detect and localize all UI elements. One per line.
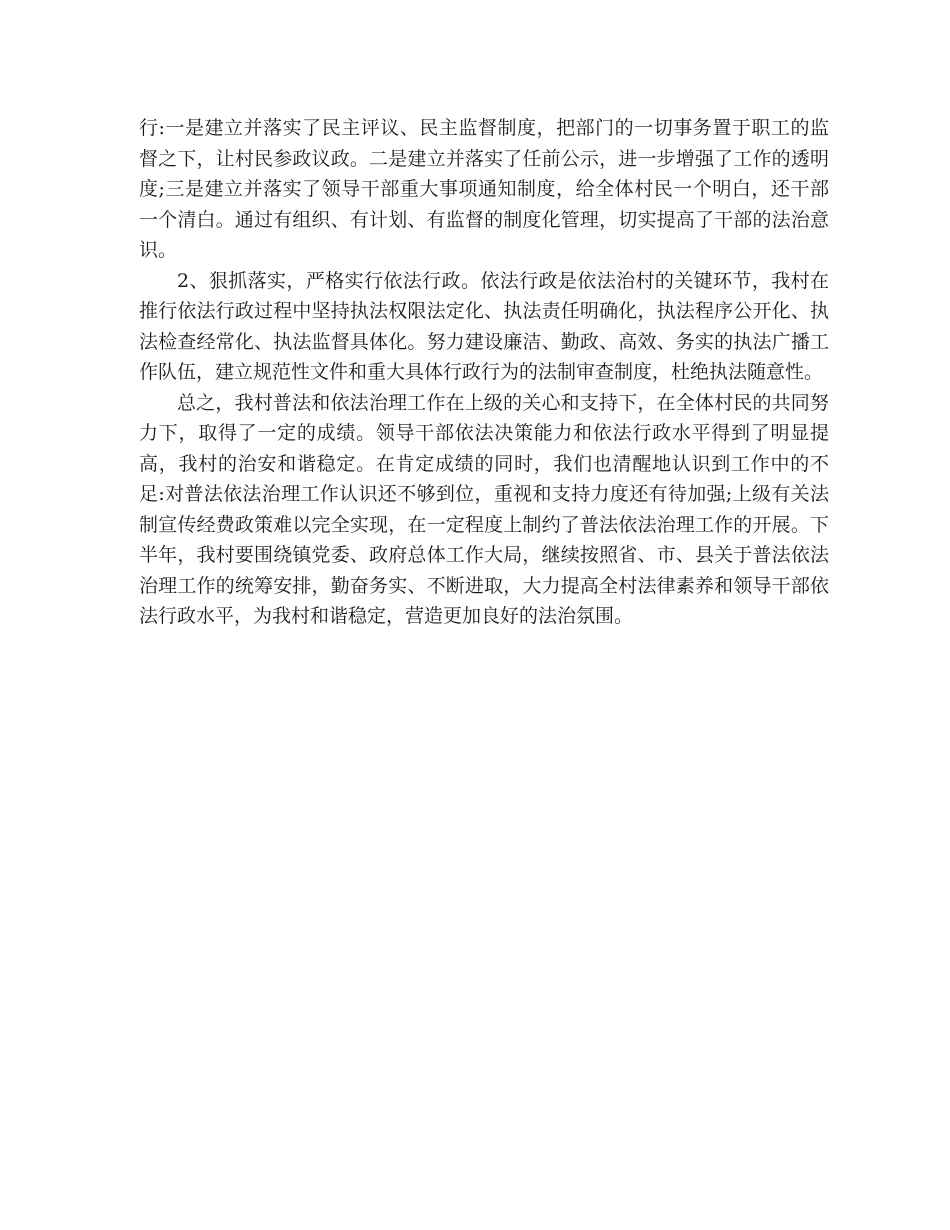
paragraph-continuation: 行:一是建立并落实了民主评议、民主监督制度，把部门的一切事务置于职工的监督之下，让村民参政议政。二是建立并落实了任前公示，进一步增强了工作的透明度;三是建立并落实了领导干部重大事项通知制度，给全体村民一个明白，还干部一个清白。通过有组织、有计划、有监督的制度化管理，切实提高了干部的法治意识。 [139, 117, 829, 261]
paragraph-item-2: 2、狠抓落实，严格实行依法行政。依法行政是依法治村的关键环节，我村在推行依法行政过程中坚持执法权限法定化、执法责任明确化，执法程序公开化、执法检查经常化、执法监督具体化。努力建设廉洁、勤政、高效、务实的执法广播工作队伍，建立规范性文件和重大具体行政行为的法制审查制度，杜绝执法随意性。 [139, 269, 829, 383]
paragraph-summary: 总之，我村普法和依法治理工作在上级的关心和支持下，在全体村民的共同努力下，取得了一定的成绩。领导干部依法决策能力和依法行政水平得到了明显提高，我村的治安和谐稳定。在肯定成绩的同时，我们也清醒地认识到工作中的不足:对普法依法治理工作认识还不够到位，重视和支持力度还有待加强;上级有关法制宣传经费政策难以完全实现，在一定程度上制约了普法依法治理工作的开展。下半年，我村要围绕镇党委、政府总体工作大局，继续按照省、市、县关于普法依法治理工作的统筹安排，勤奋务实、不断进取，大力提高全村法律素养和领导干部依法行政水平，为我村和谐稳定，营造更加良好的法治氛围。 [139, 391, 829, 627]
document-body [139, 113, 829, 632]
